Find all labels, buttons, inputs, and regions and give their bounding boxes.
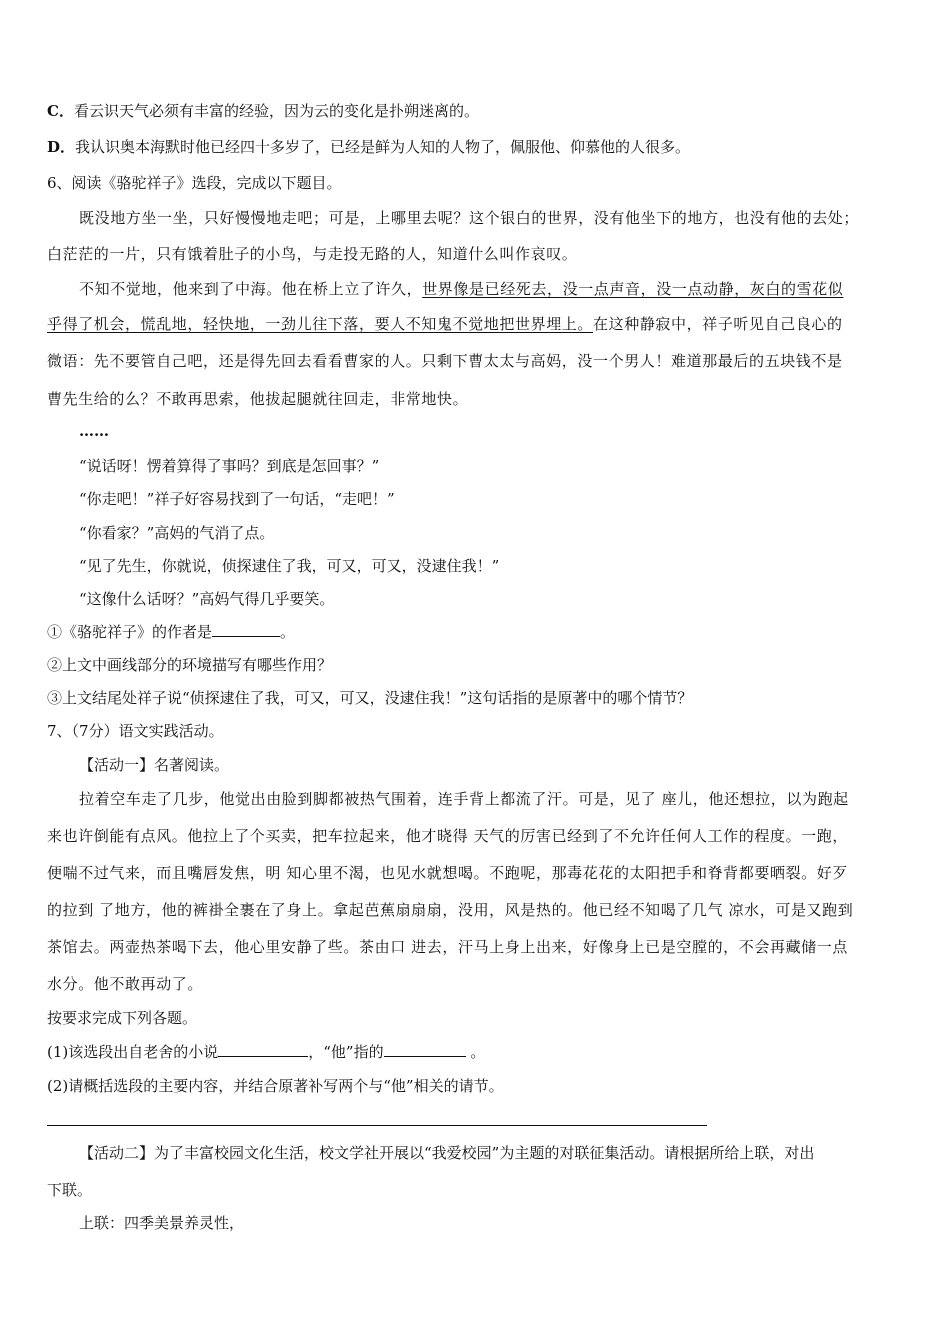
- upper-couplet: 上联：四季美景养灵性，: [79, 1214, 245, 1232]
- question-6-1-end: 。: [280, 623, 296, 641]
- passage2-line2-plain: 在这种静寂中，祥子听见自己良心的: [593, 315, 843, 333]
- passage2-line2: [47, 314, 843, 334]
- question-6-1-text: ①《骆驼祥子》的作者是: [47, 623, 213, 641]
- activity-2-line1: 【活动二】为了丰富校园文化生活，校文学社开展以“我爱校园”为主题的对联征集活动。请根据所给上联，对出: [79, 1144, 815, 1162]
- dialogue-3: “你看家？”高妈的气消了点。: [79, 524, 275, 542]
- question-6-intro: 6、阅读《骆驼祥子》选段，完成以下题目。: [47, 174, 342, 192]
- question-7-1: [47, 1042, 485, 1062]
- activity-1-title: 【活动一】名著阅读。: [79, 756, 230, 774]
- passage1-line1: 既没地方坐一坐，只好慢慢地走吧；可是，上哪里去呢？这个银白的世界，没有他坐下的地方，也没有他的去处；: [79, 209, 860, 227]
- underlined-description-cont: 乎得了机会，慌乱地，轻快地，一劲儿往下落，要人不知鬼不觉地把世界埋上。: [47, 315, 594, 333]
- option-d-label: D．: [47, 138, 76, 156]
- novel-title-blank[interactable]: [218, 1042, 308, 1057]
- question-7-2: (2)请概括选段的主要内容，并结合原著补写两个与“他”相关的请节。: [47, 1077, 504, 1095]
- passage2-line1-plain: 不知不觉地，他来到了中海。他在桥上立了许久，: [79, 280, 423, 298]
- passage3-line6: 水分。他不敢再动了。: [47, 975, 204, 993]
- passage3-line3: 便喘不过气来，而且嘴唇发焦，明 知心里不渴，也见水就想喝。不跑呢，那毒花花的太阳把手和脊背都要晒裂。好歹: [47, 864, 848, 882]
- passage2-line4: 曹先生给的么？不敢再思索，他拔起腿就往回走，非常地快。: [47, 390, 469, 408]
- question-7-intro: 7、（7分）语文实践活动。: [47, 722, 224, 740]
- option-d: [47, 137, 690, 157]
- dialogue-5: “这像什么话呀？”高妈气得几乎要笑。: [79, 590, 335, 608]
- question-6-1: [47, 622, 295, 642]
- option-c: [47, 101, 479, 121]
- question-7-1-end: 。: [465, 1043, 486, 1061]
- underlined-description: 世界像是已经死去，没一点声音，没一点动静，灰白的雪花似: [422, 280, 844, 298]
- passage2-line1: [79, 279, 843, 299]
- passage3-line2: 来也许倒能有点风。他拉上了个买卖，把车拉起来，他才晓得 天气的厉害已经到了不允许任何人工作的程度。一跑，: [47, 827, 848, 845]
- author-answer-blank[interactable]: [212, 622, 280, 637]
- question-7-1-text: (1)该选段出自老舍的小说: [47, 1043, 219, 1061]
- option-c-label: C．: [47, 102, 74, 120]
- requirements-text: 按要求完成下列各题。: [47, 1009, 198, 1027]
- passage2-line3: 微语：先不要管自己吧，还是得先回去看看曹家的人。只剩下曹太太与高妈，没一个男人！难道那最后的五块钱不是: [47, 352, 843, 370]
- passage3-line1: 拉着空车走了几步，他觉出由脸到脚都被热气围着，连手背上都流了汗。可是，见了 座儿，他还想拉，以为跑起: [79, 790, 849, 808]
- passage1-line2: 白茫茫的一片，只有饿着肚子的小鸟，与走投无路的人，知道什么叫作哀叹。: [47, 245, 578, 263]
- activity-2-line2: 下联。: [47, 1181, 93, 1199]
- he-refers-blank[interactable]: [384, 1042, 466, 1057]
- dialogue-4: “见了先生，你就说，侦探逮住了我，可又，可又，没逮住我！”: [79, 557, 500, 575]
- passage3-line5: 茶馆去。两壶热茶喝下去，他心里安静了些。茶由口 进去，汗马上身上出来，好像身上已是空膛的，不会再藏储一点: [47, 938, 848, 956]
- option-c-text: 看云识天气必须有丰富的经验，因为云的变化是扑朔迷离的。: [73, 102, 479, 120]
- passage3-line4: 的拉到 了地方，他的裤褂全裹在了身上。拿起芭蕉扇扇扇，没用，风是热的。他已经不知喝了几气 凉水，可是又跑到: [47, 901, 854, 919]
- question-7-1-mid: ，“他”指的: [308, 1043, 384, 1061]
- option-d-text: 我认识奥本海默时他已经四十多岁了，已经是鲜为人知的人物了，佩服他、仰慕他的人很多。: [75, 138, 691, 156]
- dialogue-2: “你走吧！”祥子好容易找到了一句话，“走吧！”: [79, 490, 395, 508]
- dialogue-1: “说话呀！愣着算得了事吗？到底是怎回事？”: [79, 457, 380, 475]
- answer-line[interactable]: [47, 1125, 707, 1126]
- question-6-3: ③上文结尾处祥子说“侦探逮住了我，可又，可又，没逮住我！”这句话指的是原著中的哪个情节？: [47, 689, 693, 707]
- question-6-2: ②上文中画线部分的环境描写有哪些作用？: [47, 656, 333, 674]
- ellipsis: ……: [79, 422, 109, 440]
